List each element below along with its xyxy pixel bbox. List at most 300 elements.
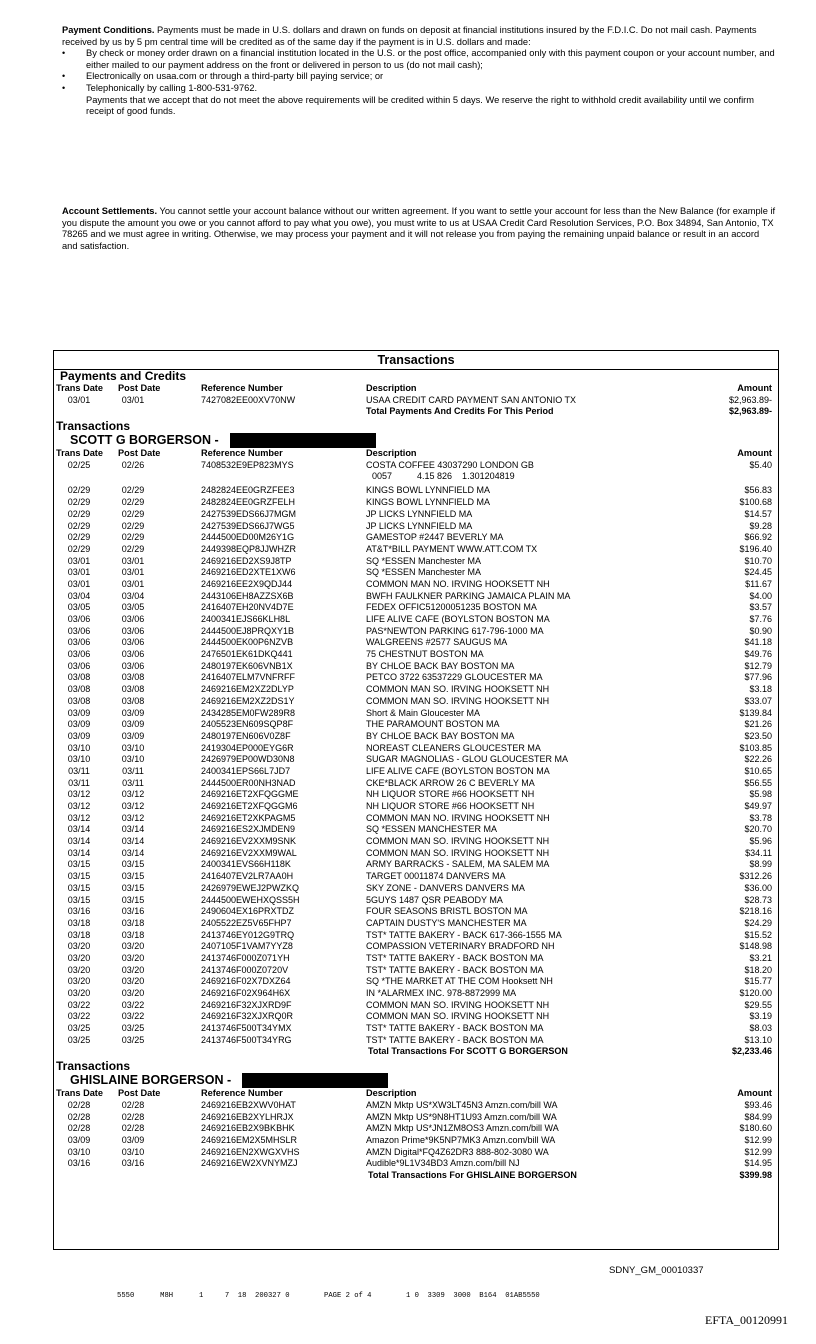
post-date: 02/29	[121, 485, 145, 496]
table-row	[54, 953, 778, 965]
reference-number: 2469216EW2XVNYMZJ	[201, 1158, 298, 1169]
amount: $5.96	[749, 836, 772, 847]
cardholder-name-text: SCOTT G BORGERSON -	[70, 433, 219, 448]
table-row	[54, 836, 778, 848]
reference-number: 2444500EK00P6NZVB	[201, 637, 294, 648]
description: AMZN Digital*FQ4Z62DR3 888-802-3080 WA	[366, 1146, 549, 1157]
amount: $148.98	[739, 941, 772, 952]
amount: $3.78	[749, 812, 772, 823]
table-row	[54, 1000, 778, 1012]
post-date-header: Post Date	[118, 1088, 161, 1099]
trans-date: 03/18	[67, 929, 91, 940]
reference-number-header: Reference Number	[201, 1088, 283, 1099]
post-date: 03/09	[121, 719, 145, 730]
total-label: Total Transactions For GHISLAINE BORGERSON	[368, 1169, 577, 1180]
trans-date: 02/25	[67, 459, 91, 470]
reference-number: 2413746F500T34YMX	[201, 1023, 292, 1034]
table-row	[54, 1035, 778, 1047]
table-row	[54, 497, 778, 509]
account-settlements	[62, 206, 776, 252]
table-row	[54, 824, 778, 836]
reference-number: 2469216ET2XKPAGM5	[201, 812, 296, 823]
cardholder-name-text: GHISLAINE BORGERSON -	[70, 1073, 232, 1088]
table-row	[54, 778, 778, 790]
post-date: 03/20	[121, 952, 145, 963]
amount: $66.92	[744, 532, 772, 543]
amount: $10.65	[744, 765, 772, 776]
description: TST* TATTE BAKERY - BACK 617-366-1555 MA	[366, 929, 562, 940]
trans-date: 03/25	[67, 1034, 91, 1045]
reference-number: 2469216EE2X9QDJ44	[201, 578, 293, 589]
reference-number: 2469216ET2XFQGGME	[201, 789, 299, 800]
trans-date-header: Trans Date	[56, 1088, 103, 1099]
post-date: 02/28	[121, 1111, 145, 1122]
amount-header: Amount	[737, 1088, 772, 1099]
description: PETCO 3722 63537229 GLOUCESTER MA	[366, 672, 543, 683]
description: BY CHLOE BACK BAY BOSTON MA	[366, 730, 515, 741]
amount: $10.70	[744, 555, 772, 566]
amount: $3.18	[749, 684, 772, 695]
description-header: Description	[366, 1088, 417, 1099]
post-date: 03/22	[121, 999, 145, 1010]
reference-number-header: Reference Number	[201, 383, 283, 393]
table-row	[54, 859, 778, 871]
trans-date: 03/06	[67, 660, 91, 671]
table-row	[54, 485, 778, 497]
reference-number: 2405523EN609SQP8F	[201, 719, 294, 730]
ghislaine-transactions-block	[54, 1088, 778, 1182]
payments-block	[54, 383, 778, 418]
table-row	[54, 976, 778, 988]
description: WALGREENS #2577 SAUGUS MA	[366, 637, 508, 648]
post-date: 03/05	[121, 602, 145, 613]
description: AMZN Mktp US*XW3LT45N3 Amzn.com/bill WA	[366, 1099, 558, 1110]
description: CKE*BLACK ARROW 26 C BEVERLY MA	[366, 777, 535, 788]
total-amount: $2,233.46	[731, 1046, 772, 1057]
description: SKY ZONE - DANVERS DANVERS MA	[366, 882, 525, 893]
trans-date: 03/06	[67, 637, 91, 648]
trans-date: 03/08	[67, 684, 91, 695]
trans-date: 03/15	[67, 894, 91, 905]
table-row	[54, 789, 778, 801]
trans-date: 03/20	[67, 952, 91, 963]
amount: $8.99	[749, 859, 772, 870]
amount: $0.90	[749, 625, 772, 636]
amount: $56.55	[744, 777, 772, 788]
description: COMMON MAN SO. IRVING HOOKSETT NH	[366, 847, 550, 858]
post-date: 03/01	[121, 394, 145, 405]
trans-date-header: Trans Date	[56, 383, 103, 393]
post-date: 03/20	[121, 988, 145, 998]
description: CAPTAIN DUSTY'S MANCHESTER MA	[366, 917, 527, 928]
description-header: Description	[366, 448, 417, 459]
reference-number: 2469216EV2XXM9SNK	[201, 836, 297, 847]
trans-date: 03/12	[67, 801, 91, 811]
description: 75 CHESTNUT BOSTON MA	[366, 649, 484, 660]
post-date: 03/01	[121, 555, 145, 566]
transactions-title: Transactions	[54, 351, 778, 370]
amount: $15.77	[744, 976, 772, 987]
table-row	[54, 672, 778, 684]
amount: $5.40	[749, 459, 772, 470]
table-row	[54, 395, 778, 407]
reference-number: 2400341EVS66H118K	[201, 859, 291, 870]
table-row	[54, 708, 778, 720]
trans-date: 03/01	[67, 578, 91, 589]
post-date-header: Post Date	[118, 448, 161, 459]
foreign-currency-text: 0057 4.15 826 1.301204819	[372, 471, 515, 482]
reference-number: 2469216EB2X9BKBHK	[201, 1123, 295, 1134]
trans-date: 03/05	[67, 602, 91, 613]
trans-date: 02/29	[67, 520, 91, 531]
description: NH LIQUOR STORE #66 HOOKSETT NH	[366, 801, 535, 811]
description: FOUR SEASONS BRISTL BOSTON MA	[366, 906, 528, 917]
post-date: 02/29	[121, 532, 145, 543]
table-row	[54, 1011, 778, 1023]
ghislaine-section-heading: Transactions	[56, 1059, 131, 1074]
reference-number: 2413746EY012G9TRQ	[201, 929, 295, 940]
post-date: 03/12	[121, 812, 145, 823]
trans-date: 03/04	[67, 590, 91, 601]
description: COMMON MAN NO. IRVING HOOKSETT NH	[366, 578, 550, 589]
amount: $11.67	[745, 578, 772, 589]
trans-date: 03/11	[68, 765, 90, 776]
post-date: 03/18	[121, 929, 145, 940]
table-row	[54, 1023, 778, 1035]
post-date: 03/06	[121, 637, 145, 648]
post-date: 03/11	[122, 765, 144, 776]
post-date: 03/14	[121, 847, 145, 858]
payment-conditions-closing: Payments that we accept that do not meet the above requirements will be credited within 5 days. We reserve the right to withhold credit availability until we confirm receipt of good funds.	[86, 94, 754, 117]
description: KINGS BOWL LYNNFIELD MA	[366, 497, 491, 508]
transactions-table	[53, 350, 779, 1250]
description: BY CHLOE BACK BAY BOSTON MA	[366, 660, 515, 671]
reference-number: 2416407ELM7VNFRFF	[201, 672, 296, 683]
amount: $77.96	[744, 672, 772, 683]
trans-date-header: Trans Date	[56, 448, 103, 459]
post-date: 03/06	[121, 614, 145, 624]
post-date: 03/08	[121, 684, 145, 695]
description: LIFE ALIVE CAFE (BOYLSTON BOSTON MA	[366, 614, 550, 624]
post-date: 03/09	[121, 730, 145, 741]
trans-date: 03/15	[67, 859, 91, 870]
trans-date: 03/11	[68, 777, 90, 788]
total-label: Total Payments And Credits For This Period	[366, 406, 554, 417]
column-header-row	[54, 448, 778, 460]
trans-date: 03/10	[67, 742, 91, 753]
trans-date: 02/28	[67, 1111, 91, 1122]
table-row	[54, 614, 778, 626]
description: Short & Main Gloucester MA	[366, 707, 481, 718]
total-row	[54, 1046, 778, 1058]
trans-date: 03/08	[67, 695, 91, 706]
trans-date: 03/18	[67, 917, 91, 928]
amount: $7.76	[749, 614, 772, 624]
description: TARGET 00011874 DANVERS MA	[366, 871, 506, 882]
amount: $103.85	[739, 742, 772, 753]
amount-header: Amount	[737, 448, 772, 459]
post-date: 03/01	[121, 567, 145, 578]
table-row	[54, 684, 778, 696]
reference-number: 2469216F02X7DXZ64	[201, 976, 291, 987]
table-row	[54, 766, 778, 778]
description: COMMON MAN SO. IRVING HOOKSETT NH	[366, 684, 550, 695]
post-date: 02/26	[121, 459, 145, 470]
post-date: 03/25	[121, 1034, 145, 1045]
payment-method-item: • Electronically on usaa.com or through a third-party bill paying service; or	[62, 71, 776, 83]
post-date: 03/08	[121, 695, 145, 706]
amount: $312.26	[739, 871, 772, 882]
trans-date: 03/09	[67, 719, 91, 730]
redaction-bar	[242, 1073, 388, 1088]
amount: $33.07	[744, 695, 772, 706]
amount: $23.50	[744, 730, 772, 741]
table-row	[54, 1123, 778, 1135]
description: THE PARAMOUNT BOSTON MA	[366, 719, 500, 730]
post-date: 03/20	[121, 941, 145, 952]
reference-number: 2413746F000Z0720V	[201, 964, 289, 975]
amount: $84.99	[744, 1111, 772, 1122]
reference-number: 2469216EB2XYLHRJX	[201, 1111, 294, 1122]
description: PAS*NEWTON PARKING 617-796-1000 MA	[366, 625, 544, 636]
amount: $120.00	[739, 988, 772, 998]
description: TST* TATTE BAKERY - BACK BOSTON MA	[366, 964, 544, 975]
description: COMMON MAN SO. IRVING HOOKSETT NH	[366, 999, 550, 1010]
trans-date: 03/01	[67, 567, 91, 578]
reference-number: 2444500EWEHXQSS5H	[201, 894, 300, 905]
trans-date: 02/29	[67, 485, 91, 496]
cardholder-name	[54, 433, 778, 448]
reference-number: 2443106EH8AZZSX6B	[201, 590, 294, 601]
reference-number: 2469216F02X964H6X	[201, 988, 291, 998]
amount: $100.68	[739, 497, 772, 508]
trans-date: 03/09	[67, 707, 91, 718]
table-row	[54, 988, 778, 1000]
table-row	[54, 941, 778, 953]
reference-number: 2482824EE0GRZFELH	[201, 497, 296, 508]
description: IN *ALARMEX INC. 978-8872999 MA	[366, 988, 517, 998]
trans-date: 03/16	[67, 1158, 91, 1169]
reference-number: 2469216ET2XFQGGM6	[201, 801, 298, 811]
reference-number: 2419304EP000EYG6R	[201, 742, 294, 753]
post-date: 03/12	[121, 801, 145, 811]
trans-date: 02/29	[67, 532, 91, 543]
trans-date: 02/29	[67, 508, 91, 519]
reference-number: 2469216ES2XJMDEN9	[201, 824, 296, 835]
amount: $93.46	[744, 1099, 772, 1110]
post-date: 02/29	[121, 497, 145, 508]
payment-conditions-title: Payment Conditions.	[62, 25, 155, 35]
payment-method-item: • By check or money order drawn on a financial institution located in the U.S. or the post office, accompanied only with this payment coupon or your account number, and either mailed to our payment address on the front or delivered in person to us (do not mail cash);	[62, 48, 776, 71]
reference-number: 2416407EH20NV4D7E	[201, 602, 294, 613]
amount: $20.70	[744, 824, 772, 835]
amount: $36.00	[744, 882, 772, 893]
amount: $41.18	[744, 637, 772, 648]
reference-number: 2469216F32XJXRQ0R	[201, 1011, 294, 1022]
trans-date: 03/16	[67, 906, 91, 917]
reference-number: 2427539EDS66J7MGM	[201, 508, 297, 519]
total-label: Total Transactions For SCOTT G BORGERSON	[368, 1046, 568, 1057]
amount: $3.57	[749, 602, 772, 613]
amount: $22.26	[744, 754, 772, 765]
payment-method-item: • Telephonically by calling 1-800-531-9762.	[62, 83, 776, 95]
amount: $218.16	[739, 906, 772, 917]
trans-date: 03/10	[67, 1146, 91, 1157]
post-date: 03/10	[121, 754, 145, 765]
description: SQ *ESSEN MANCHESTER MA	[366, 824, 498, 835]
table-row	[54, 930, 778, 942]
trans-date: 03/10	[67, 754, 91, 765]
bates-number: SDNY_GM_00010337	[609, 1265, 704, 1276]
trans-date: 03/12	[67, 812, 91, 823]
trans-date: 02/29	[67, 543, 91, 554]
efta-number: EFTA_00120991	[705, 1313, 789, 1327]
reference-number: 2469216ED2XTE1XW6	[201, 567, 296, 578]
table-row	[54, 801, 778, 813]
trans-date: 02/28	[67, 1099, 91, 1110]
trans-date: 03/25	[67, 1023, 91, 1034]
amount: $12.99	[744, 1134, 772, 1145]
account-settlements-title: Account Settlements.	[62, 206, 158, 216]
table-row	[54, 544, 778, 556]
amount: $2,963.89-	[728, 394, 772, 405]
trans-date: 03/20	[67, 988, 91, 998]
reference-number: 2407105F1VAM7YYZ8	[201, 941, 293, 952]
post-date: 03/06	[121, 649, 145, 660]
reference-number: 2490604EX16PRXTDZ	[201, 906, 295, 917]
reference-number: 2444500ER00NH3NAD	[201, 777, 296, 788]
post-date: 03/12	[121, 789, 145, 800]
description: GAMESTOP #2447 BEVERLY MA	[366, 532, 504, 543]
reference-number: 2469216EM2XZ2DS1Y	[201, 695, 295, 706]
amount: $14.95	[744, 1158, 772, 1169]
post-date: 03/20	[121, 976, 145, 987]
post-date: 02/29	[121, 520, 145, 531]
table-row	[54, 626, 778, 638]
reference-number: 2400341EPS66L7JD7	[201, 765, 291, 776]
trans-date: 03/14	[67, 824, 91, 835]
reference-number: 2476501EK61DKQ441	[201, 649, 293, 660]
description: Audible*9L1V34BD3 Amzn.com/bill NJ	[366, 1158, 520, 1169]
reference-number: 2482824EE0GRZFEE3	[201, 485, 295, 496]
post-date: 03/20	[121, 964, 145, 975]
post-date: 03/14	[121, 836, 145, 847]
column-header-row	[54, 383, 778, 395]
post-date: 02/29	[121, 508, 145, 519]
description: SUGAR MAGNOLIAS - GLOU GLOUCESTER MA	[366, 754, 569, 765]
post-date: 03/10	[121, 1146, 145, 1157]
description: AT&T*BILL PAYMENT WWW.ATT.COM TX	[366, 543, 538, 554]
reference-number: 2426979EWEJ2PWZKQ	[201, 882, 300, 893]
amount: $34.11	[745, 847, 772, 858]
description-header: Description	[366, 383, 417, 393]
trans-date: 03/09	[67, 1134, 91, 1145]
post-date: 03/25	[121, 1023, 145, 1034]
trans-date: 03/12	[67, 789, 91, 800]
table-row	[54, 696, 778, 708]
post-date: 03/14	[121, 824, 145, 835]
table-row	[54, 906, 778, 918]
table-row	[54, 460, 778, 472]
amount: $49.76	[744, 649, 772, 660]
post-date-header: Post Date	[118, 383, 161, 393]
post-date: 03/16	[121, 906, 145, 917]
description: COMMON MAN NO. IRVING HOOKSETT NH	[366, 812, 550, 823]
post-date: 03/16	[121, 1158, 145, 1169]
reference-number: 2444500EJ8PRQXY1B	[201, 625, 295, 636]
table-row	[54, 649, 778, 661]
description: BWFH FAULKNER PARKING JAMAICA PLAIN MA	[366, 590, 571, 601]
post-date: 03/09	[121, 707, 145, 718]
reference-number: 2405522EZ5V65FHP7	[201, 917, 292, 928]
table-row	[54, 591, 778, 603]
reference-number: 2413746F000Z071YH	[201, 952, 290, 963]
table-row	[54, 871, 778, 883]
trans-date: 03/22	[67, 1011, 91, 1022]
redaction-bar	[230, 433, 376, 448]
post-date: 03/08	[121, 672, 145, 683]
description: AMZN Mktp US*JN1ZM8OS3 Amzn.com/bill WA	[366, 1123, 559, 1134]
trans-date: 03/20	[67, 976, 91, 987]
description: USAA CREDIT CARD PAYMENT SAN ANTONIO TX	[366, 394, 577, 405]
table-row	[54, 556, 778, 568]
reference-number: 2480197EN606V0Z8F	[201, 730, 291, 741]
table-row	[54, 532, 778, 544]
amount: $29.55	[744, 999, 772, 1010]
trans-date: 03/01	[67, 394, 91, 405]
table-row	[54, 1147, 778, 1159]
trans-date: 02/29	[67, 497, 91, 508]
description: NH LIQUOR STORE #66 HOOKSETT NH	[366, 789, 535, 800]
post-date: 03/15	[121, 894, 145, 905]
payments-credits-heading: Payments and Credits	[60, 369, 187, 383]
amount: $9.28	[749, 520, 772, 531]
table-row	[54, 731, 778, 743]
trans-date: 03/06	[67, 625, 91, 636]
reference-number: 2400341EJS66KLH8L	[201, 614, 291, 624]
trans-date: 03/20	[67, 964, 91, 975]
table-row	[54, 754, 778, 766]
amount: $4.00	[749, 590, 772, 601]
post-date: 03/15	[121, 859, 145, 870]
post-date: 03/06	[121, 625, 145, 636]
amount: $196.40	[739, 543, 772, 554]
description: TST* TATTE BAKERY - BACK BOSTON MA	[366, 952, 544, 963]
description: NOREAST CLEANERS GLOUCESTER MA	[366, 742, 541, 753]
reference-number-header: Reference Number	[201, 448, 283, 459]
reference-number: 2426979EP00WD30N8	[201, 754, 295, 765]
description: SQ *THE MARKET AT THE COM Hooksett NH	[366, 976, 553, 987]
trans-date: 03/14	[67, 847, 91, 858]
trans-date: 03/20	[67, 941, 91, 952]
description: ARMY BARRACKS - SALEM, MA SALEM MA	[366, 859, 550, 870]
post-date: 03/22	[121, 1011, 145, 1022]
table-row	[54, 509, 778, 521]
reference-number: 2449398EQP8JJWHZR	[201, 543, 297, 554]
description: TST* TATTE BAKERY - BACK BOSTON MA	[366, 1034, 544, 1045]
table-row	[54, 1100, 778, 1112]
payment-methods-list	[62, 48, 776, 94]
reference-number: 2469216EV2XXM9WAL	[201, 847, 297, 858]
description: COMMON MAN SO. IRVING HOOKSETT NH	[366, 1011, 550, 1022]
post-date: 02/28	[121, 1099, 145, 1110]
payment-conditions	[62, 25, 776, 118]
description: COSTA COFFEE 43037290 LONDON GB	[366, 459, 534, 470]
amount: $8.03	[749, 1023, 772, 1034]
reference-number: 2469216ED2XS9J8TP	[201, 555, 292, 566]
description: JP LICKS LYNNFIELD MA	[366, 520, 473, 531]
table-row	[54, 521, 778, 533]
